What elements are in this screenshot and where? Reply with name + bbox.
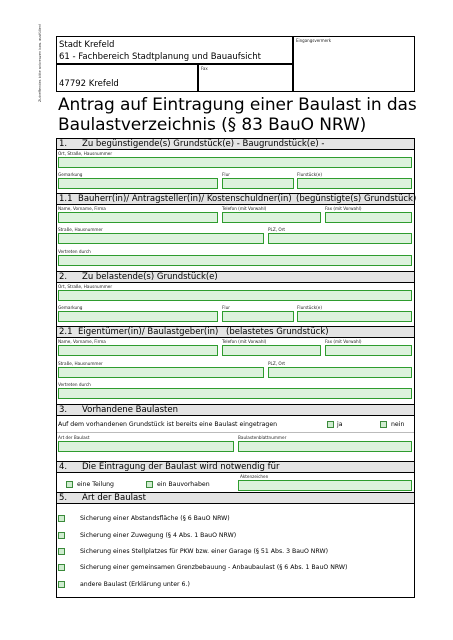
zip-city: 47792 Krefeld <box>59 79 119 89</box>
s3-question: Auf dem vorhandenen Grundstück ist bereits eine Baulast eingetragen <box>58 421 278 428</box>
form-left-border <box>56 138 57 598</box>
s11-plz-field[interactable] <box>268 233 412 244</box>
s1-gemarkung-field[interactable] <box>58 178 218 189</box>
s5-option-3-label: Sicherung eines Stellplatzes für PKW bzw. einer Garage (§ 51 Abs. 3 BauO NRW) <box>80 548 329 555</box>
s21-fax-field[interactable] <box>325 345 412 356</box>
fax-header-label: Fax <box>201 66 208 71</box>
section-2-1-text: Eigentümer(in)/ Baulastgeber(in) <box>78 327 219 337</box>
section-1-1-header <box>56 193 415 205</box>
s2-flur-label: Flur <box>222 305 230 310</box>
s3-art-field[interactable] <box>58 441 234 452</box>
section-3-header <box>56 404 415 416</box>
section-4-text: Die Eintragung der Baulast wird notwendig für <box>82 462 280 472</box>
s4-teilung-checkbox[interactable] <box>66 481 73 488</box>
s2-flurstueck-field[interactable] <box>297 311 412 322</box>
form-right-border <box>414 138 415 598</box>
section-2-header <box>56 271 415 283</box>
section-1-text: Zu begünstigende(s) Grundstück(e) - Baugrundstück(e) - <box>82 139 325 149</box>
s11-telefon-field[interactable] <box>222 212 321 223</box>
s2-flur-field[interactable] <box>222 311 294 322</box>
s11-telefon-label: Telefon (mit Vorwahl) <box>222 206 267 211</box>
section-2-text: Zu belastende(s) Grundstück(e) <box>82 272 218 282</box>
s5-option-5-checkbox[interactable] <box>58 581 65 588</box>
s2-gemarkung-field[interactable] <box>58 311 218 322</box>
s21-vertreten-field[interactable] <box>58 388 412 399</box>
s4-bauvorhaben-checkbox[interactable] <box>146 481 153 488</box>
side-note-text: Zutreffendes bitte ankreuzen bzw. ausfüllen! <box>38 23 42 102</box>
s3-blatt-label: Baulastenblattnummer <box>238 435 287 440</box>
s5-option-4-label: Sicherung einer gemeinsamen Grenzbebauung - Anbaubaulast (§ 6 Abs. 1 BauO NRW) <box>80 564 348 571</box>
section-1-1-num: 1.1 <box>59 194 73 204</box>
form-bottom-border <box>56 597 415 598</box>
section-2-num: 2. <box>59 272 68 282</box>
s3-divider <box>56 432 415 433</box>
section-5-text: Art der Baulast <box>82 493 146 503</box>
section-1-1-extra: (begünstigte(s) Grundstück) <box>296 194 417 204</box>
section-4-header <box>56 461 415 473</box>
department-name: 61 - Fachbereich Stadtplanung und Bauaufsicht <box>59 52 261 62</box>
s11-name-field[interactable] <box>58 212 218 223</box>
s3-no-label: nein <box>391 421 405 428</box>
s21-name-label: Name, Vorname, Firma <box>58 339 106 344</box>
s1-flur-label: Flur <box>222 172 230 177</box>
s21-name-field[interactable] <box>58 345 218 356</box>
section-4-num: 4. <box>59 462 68 472</box>
section-1-num: 1. <box>59 139 68 149</box>
eingangsvermerk-box <box>293 36 415 92</box>
s5-option-5-label: andere Baulast (Erklärung unter 6.) <box>80 581 190 588</box>
section-1-1-text: Bauherr(in)/ Antragsteller(in)/ Kostenschuldner(in) <box>78 194 292 204</box>
s1-flurstueck-label: Flurstück(e) <box>297 172 322 177</box>
section-1-header <box>56 138 415 150</box>
s1-flurstueck-field[interactable] <box>297 178 412 189</box>
s11-fax-label: Fax (mit Vorwahl) <box>325 206 362 211</box>
s2-ort-field[interactable] <box>58 290 412 301</box>
s21-strasse-field[interactable] <box>58 367 264 378</box>
s3-blatt-field[interactable] <box>238 441 412 452</box>
s2-flurstueck-label: Flurstück(e) <box>297 305 322 310</box>
form-title-line2: Baulastverzeichnis (§ 83 BauO NRW) <box>58 115 367 135</box>
s3-yes-checkbox[interactable] <box>327 421 334 428</box>
s11-plz-label: PLZ, Ort <box>268 227 286 232</box>
s1-gemarkung-label: Gemarkung <box>58 172 83 177</box>
form-title-line1: Antrag auf Eintragung einer Baulast in das <box>58 95 417 115</box>
s21-telefon-field[interactable] <box>222 345 321 356</box>
section-2-1-num: 2.1 <box>59 327 73 337</box>
section-2-1-header <box>56 326 415 338</box>
side-note <box>38 23 50 102</box>
eingangsvermerk-label: Eingangsvermerk <box>296 38 332 43</box>
s5-option-1-checkbox[interactable] <box>58 515 65 522</box>
s2-gemarkung-label: Gemarkung <box>58 305 83 310</box>
s1-ort-label: Ort, Straße, Hausnummer <box>58 151 113 156</box>
s4-bauvorhaben-label: ein Bauvorhaben <box>157 481 210 488</box>
s11-strasse-label: Straße, Hausnummer <box>58 227 103 232</box>
s21-vertreten-label: Vertreten durch <box>58 382 91 387</box>
s11-strasse-field[interactable] <box>58 233 264 244</box>
s21-fax-label: Fax (mit Vorwahl) <box>325 339 362 344</box>
s11-fax-field[interactable] <box>325 212 412 223</box>
fax-box <box>198 64 293 92</box>
s3-no-checkbox[interactable] <box>380 421 387 428</box>
section-3-text: Vorhandene Baulasten <box>82 405 179 415</box>
s4-aktenzeichen-field[interactable] <box>238 480 412 491</box>
s5-option-4-checkbox[interactable] <box>58 564 65 571</box>
s21-plz-field[interactable] <box>268 367 412 378</box>
s11-vertreten-field[interactable] <box>58 255 412 266</box>
s21-strasse-label: Straße, Hausnummer <box>58 361 103 366</box>
s4-aktenzeichen-label: Aktenzeichen <box>240 474 269 479</box>
s5-option-3-checkbox[interactable] <box>58 548 65 555</box>
section-5-num: 5. <box>59 493 68 503</box>
s5-option-2-label: Sicherung einer Zuwegung (§ 4 Abs. 1 BauO NRW) <box>80 532 237 539</box>
city-name: Stadt Krefeld <box>59 40 115 50</box>
s21-telefon-label: Telefon (mit Vorwahl) <box>222 339 267 344</box>
s11-name-label: Name, Vorname, Firma <box>58 206 106 211</box>
s1-ort-field[interactable] <box>58 157 412 168</box>
section-5-header <box>56 492 415 504</box>
section-3-num: 3. <box>59 405 68 415</box>
s1-flur-field[interactable] <box>222 178 294 189</box>
section-2-1-extra: (belastetes Grundstück) <box>226 327 329 337</box>
s5-option-1-label: Sicherung einer Abstandsfläche (§ 6 BauO NRW) <box>80 515 230 522</box>
s3-art-label: Art der Baulast <box>58 435 90 440</box>
s5-option-2-checkbox[interactable] <box>58 532 65 539</box>
s3-yes-label: ja <box>337 421 343 428</box>
s11-vertreten-label: Vertreten durch <box>58 249 91 254</box>
s21-plz-label: PLZ, Ort <box>268 361 286 366</box>
s2-ort-label: Ort, Straße, Hausnummer <box>58 284 113 289</box>
s4-teilung-label: eine Teilung <box>77 481 114 488</box>
